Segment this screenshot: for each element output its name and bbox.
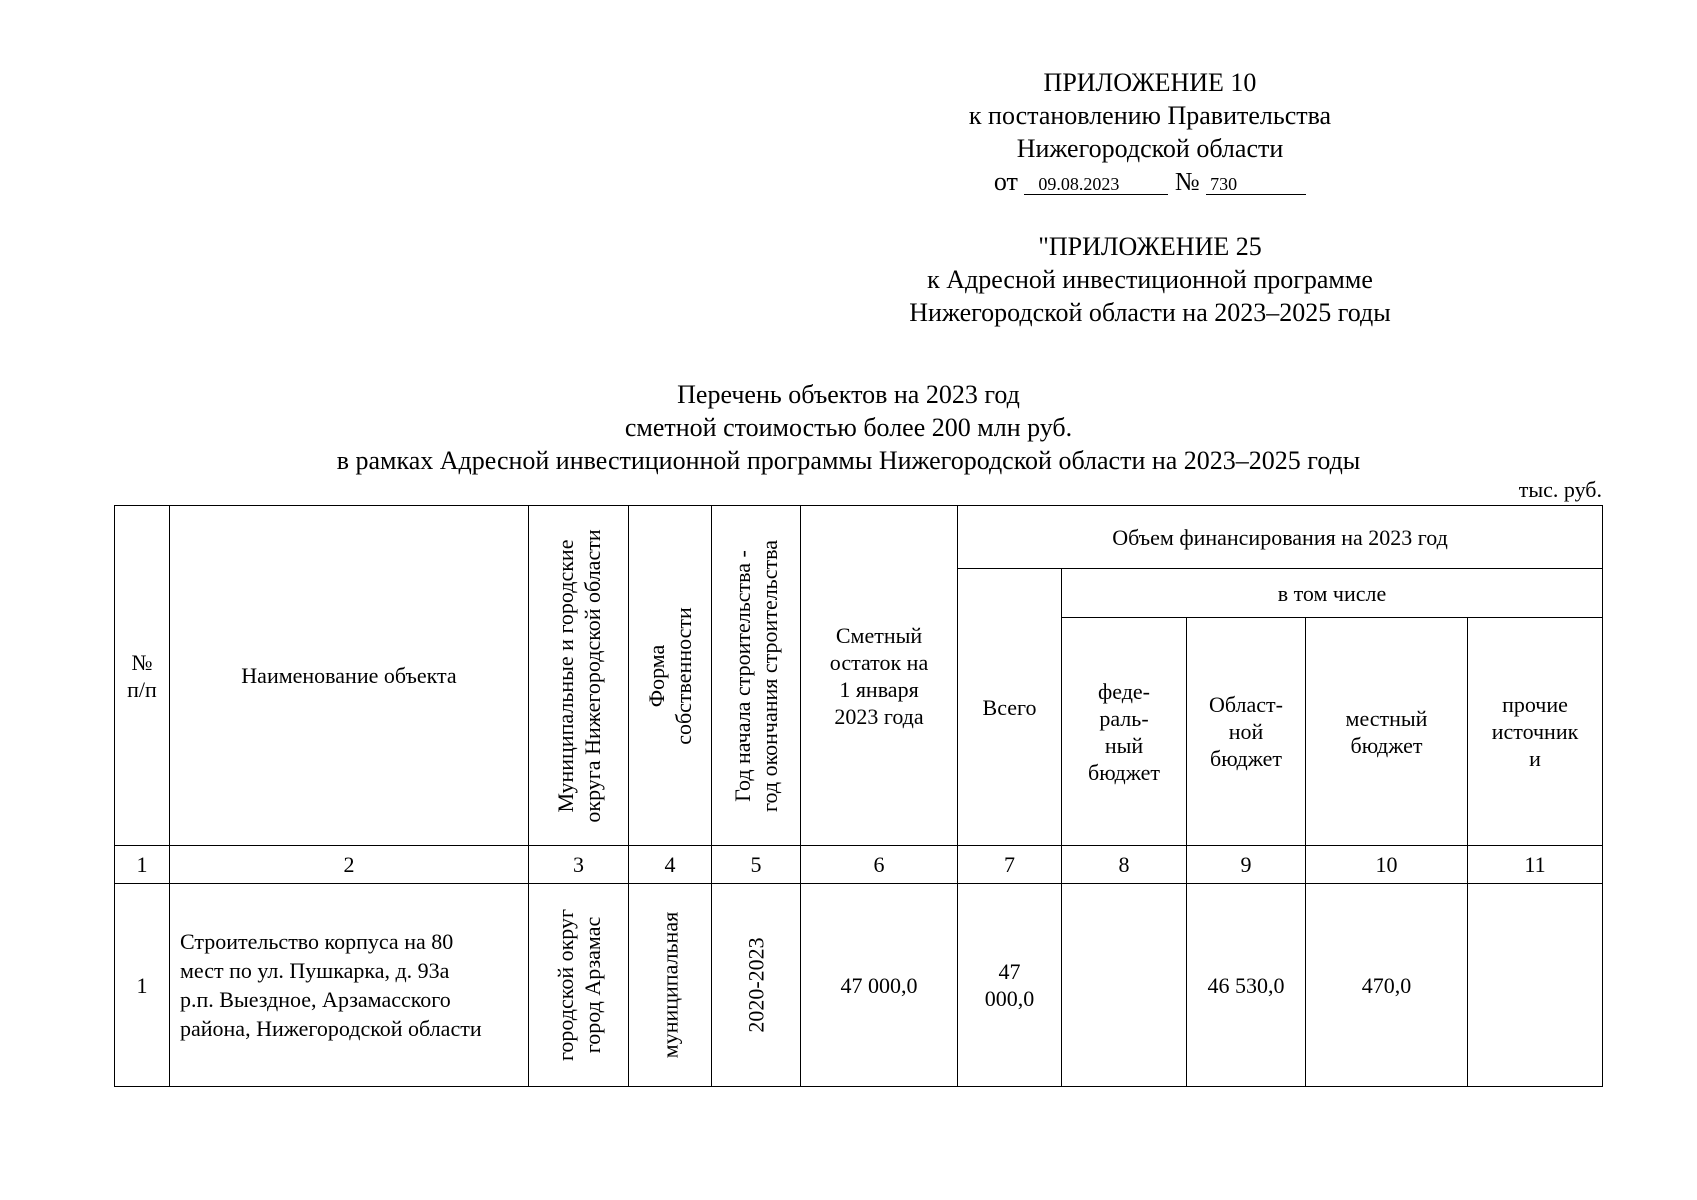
from-label: от bbox=[993, 167, 1018, 196]
header-regional-line: Област- bbox=[1209, 692, 1283, 717]
row-ownership-text: муниципальная bbox=[657, 911, 683, 1059]
annex-header bbox=[880, 230, 1420, 329]
header-num bbox=[115, 506, 170, 846]
header-local-line: бюджет bbox=[1350, 732, 1423, 758]
header-including: в том числе bbox=[1062, 569, 1603, 618]
row-object-name-line: р.п. Выездное, Арзамасского bbox=[180, 987, 451, 1012]
header-ownership bbox=[629, 506, 712, 846]
header-years-line: Год начала строительства - bbox=[730, 549, 755, 802]
header-other-line: источник bbox=[1491, 719, 1579, 744]
appendix-header bbox=[900, 66, 1400, 198]
header-municipality-line: округа Нижегородской области bbox=[579, 528, 605, 823]
header-name: Наименование объекта bbox=[170, 506, 529, 846]
header-total: Всего bbox=[958, 569, 1062, 846]
column-number: 5 bbox=[712, 846, 801, 884]
annex-line-2: Нижегородской области на 2023–2025 годы bbox=[909, 298, 1391, 327]
appendix-line-2: Нижегородской области bbox=[1016, 134, 1284, 163]
row-total bbox=[958, 884, 1062, 1087]
row-years-text: 2020-2023 bbox=[743, 937, 769, 1033]
column-number-row bbox=[115, 846, 1603, 884]
row-object-name-line: Строительство корпуса на 80 bbox=[180, 929, 454, 954]
row-municipality-line: город Арзамас bbox=[579, 916, 605, 1054]
header-federal-line: бюджет bbox=[1088, 759, 1160, 785]
header-other-line: и bbox=[1529, 746, 1541, 771]
appendix-date-line bbox=[900, 165, 1400, 198]
header-balance-line: 1 января bbox=[839, 676, 919, 702]
row-total-line: 47 bbox=[998, 959, 1021, 984]
header-federal-line: ный bbox=[1104, 732, 1144, 758]
column-number: 11 bbox=[1468, 846, 1603, 884]
document-title-line-1: Перечень объектов на 2023 год bbox=[677, 380, 1020, 409]
table-row bbox=[115, 884, 1603, 1087]
header-regional bbox=[1187, 618, 1306, 846]
annex-line-1: к Адресной инвестиционной программе bbox=[927, 265, 1373, 294]
row-other bbox=[1468, 884, 1603, 1087]
header-balance-line: Сметный bbox=[835, 622, 923, 648]
objects-table bbox=[114, 505, 1603, 1087]
column-number: 1 bbox=[115, 846, 170, 884]
document-title-line-3: в рамках Адресной инвестиционной программы Нижегородской области на 2023–2025 годы bbox=[336, 446, 1361, 475]
row-regional: 46 530,0 bbox=[1187, 884, 1306, 1087]
header-num-line: п/п bbox=[127, 676, 157, 702]
header-balance bbox=[801, 506, 958, 846]
row-total-line: 000,0 bbox=[984, 986, 1035, 1011]
header-num-line: № bbox=[131, 649, 153, 675]
row-balance: 47 000,0 bbox=[801, 884, 958, 1087]
header-municipality bbox=[529, 506, 629, 846]
header-years-line: год окончания строительства bbox=[757, 539, 782, 812]
column-number: 3 bbox=[529, 846, 629, 884]
row-years bbox=[712, 884, 801, 1087]
header-local-line: местный bbox=[1345, 705, 1428, 731]
row-object-name-line: района, Нижегородской области bbox=[180, 1016, 482, 1041]
header-regional-line: бюджет bbox=[1210, 746, 1282, 771]
row-federal bbox=[1062, 884, 1187, 1087]
number-label: № bbox=[1174, 167, 1200, 196]
row-object-name-line: мест по ул. Пушкарка, д. 93а bbox=[180, 958, 450, 983]
header-balance-line: остаток на bbox=[829, 649, 929, 675]
header-federal bbox=[1062, 618, 1187, 846]
column-number: 10 bbox=[1306, 846, 1468, 884]
header-balance-line: 2023 года bbox=[834, 703, 924, 729]
column-number: 2 bbox=[170, 846, 529, 884]
header-row-1 bbox=[115, 506, 1603, 569]
date-field: 09.08.2023 bbox=[1024, 174, 1168, 195]
row-local: 470,0 bbox=[1306, 884, 1468, 1087]
row-object-name bbox=[170, 884, 529, 1087]
header-ownership-line: собственности bbox=[671, 606, 696, 745]
header-federal-line: раль- bbox=[1099, 705, 1149, 731]
column-number: 4 bbox=[629, 846, 712, 884]
header-regional-line: ной bbox=[1228, 719, 1264, 744]
row-municipality-line: городской округ bbox=[552, 908, 578, 1062]
row-num: 1 bbox=[115, 884, 170, 1087]
unit-label: тыс. руб. bbox=[1518, 477, 1602, 502]
document-title-line-2: сметной стоимостью более 200 млн руб. bbox=[624, 413, 1073, 442]
header-financing: Объем финансирования на 2023 год bbox=[958, 506, 1603, 569]
header-ownership-line: Форма bbox=[644, 644, 669, 707]
header-other-line: прочие bbox=[1502, 692, 1568, 717]
column-number: 9 bbox=[1187, 846, 1306, 884]
header-years bbox=[712, 506, 801, 846]
row-ownership bbox=[629, 884, 712, 1087]
annex-title: "ПРИЛОЖЕНИЕ 25 bbox=[1038, 232, 1262, 261]
number-field: 730 bbox=[1206, 174, 1306, 195]
appendix-line-1: к постановлению Правительства bbox=[968, 101, 1332, 130]
row-municipality bbox=[529, 884, 629, 1087]
appendix-title: ПРИЛОЖЕНИЕ 10 bbox=[1043, 68, 1257, 97]
header-federal-line: феде- bbox=[1097, 678, 1150, 704]
column-number: 8 bbox=[1062, 846, 1187, 884]
header-municipality-line: Муниципальные и городские bbox=[552, 539, 578, 812]
column-number: 6 bbox=[801, 846, 958, 884]
column-number: 7 bbox=[958, 846, 1062, 884]
document-title bbox=[0, 378, 1697, 477]
header-other bbox=[1468, 618, 1603, 846]
header-local bbox=[1306, 618, 1468, 846]
